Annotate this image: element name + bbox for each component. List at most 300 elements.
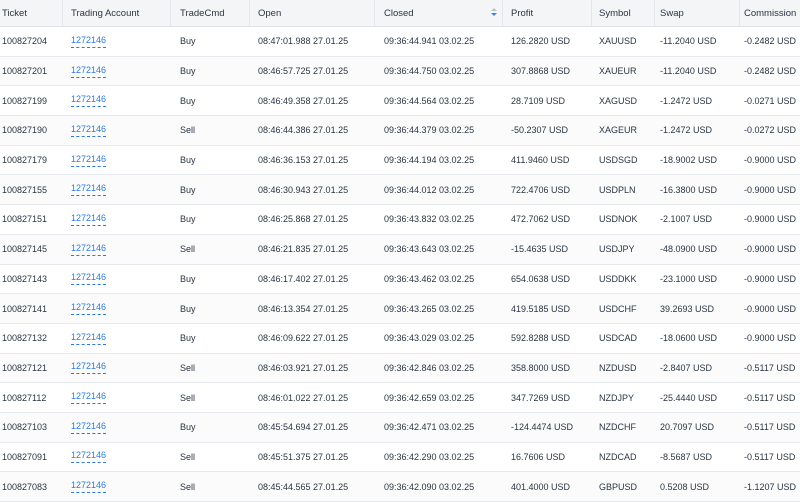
trading-account-link[interactable]: 1272146 — [71, 302, 106, 315]
cell-symbol — [592, 57, 655, 86]
cell-trading-account — [63, 175, 171, 204]
cell-ticket — [0, 205, 63, 234]
trading-account-link[interactable]: 1272146 — [71, 480, 106, 493]
cell-symbol-value: NZDJPY — [599, 392, 635, 403]
trading-account-link[interactable]: 1272146 — [71, 65, 106, 78]
cell-symbol-value: XAUUSD — [599, 36, 637, 47]
table-row[interactable] — [0, 472, 800, 502]
cell-commission-value: -0.2482 USD — [744, 36, 797, 47]
column-header-label: TradeCmd — [180, 7, 225, 19]
cell-swap — [655, 175, 740, 204]
cell-profit — [503, 265, 592, 294]
cell-symbol — [592, 324, 655, 353]
table-row[interactable] — [0, 383, 800, 413]
cell-profit-value: 126.2820 USD — [511, 36, 571, 47]
column-header-label: Profit — [511, 7, 534, 19]
column-header-profit[interactable] — [503, 0, 592, 26]
cell-commission — [740, 354, 800, 383]
cell-swap-value: -16.3800 USD — [660, 184, 718, 195]
cell-closed-value: 09:36:44.750 03.02.25 — [384, 66, 475, 77]
cell-tradecmd — [171, 383, 250, 412]
cell-symbol-value: USDCAD — [599, 333, 638, 344]
cell-profit — [503, 324, 592, 353]
table-row[interactable] — [0, 354, 800, 384]
cell-ticket-value: 100827151 — [2, 214, 48, 225]
cell-closed — [375, 146, 503, 175]
table-row[interactable] — [0, 175, 800, 205]
trading-account-link[interactable]: 1272146 — [71, 361, 106, 374]
cell-open — [250, 146, 375, 175]
cell-symbol — [592, 354, 655, 383]
cell-profit-value: 411.9460 USD — [511, 155, 570, 166]
cell-symbol-value: XAGEUR — [599, 125, 638, 136]
cell-tradecmd-value: Buy — [180, 36, 196, 47]
cell-symbol-value: GBPUSD — [599, 481, 638, 492]
cell-symbol-value: USDDKK — [599, 273, 637, 284]
cell-tradecmd-value: Sell — [180, 125, 196, 136]
cell-open-value: 08:46:49.358 27.01.25 — [258, 95, 349, 106]
cell-commission — [740, 235, 800, 264]
cell-ticket — [0, 443, 63, 472]
cell-commission-value: -0.9000 USD — [744, 214, 797, 225]
cell-commission-value: -0.5117 USD — [744, 422, 796, 433]
cell-open-value: 08:46:36.153 27.01.25 — [258, 155, 349, 166]
cell-profit — [503, 116, 592, 145]
cell-swap — [655, 324, 740, 353]
column-header-swap[interactable] — [655, 0, 740, 26]
trading-account-link[interactable]: 1272146 — [71, 450, 106, 463]
cell-closed — [375, 57, 503, 86]
cell-commission — [740, 265, 800, 294]
cell-symbol — [592, 146, 655, 175]
cell-symbol — [592, 116, 655, 145]
table-row[interactable] — [0, 235, 800, 265]
cell-open — [250, 175, 375, 204]
cell-symbol-value: USDNOK — [599, 214, 638, 225]
cell-ticket-value: 100827132 — [2, 333, 48, 344]
cell-symbol — [592, 472, 655, 501]
cell-commission — [740, 472, 800, 501]
cell-profit — [503, 413, 592, 442]
cell-closed-value: 09:36:42.290 03.02.25 — [384, 451, 475, 462]
cell-profit-value: 347.7269 USD — [511, 392, 571, 403]
cell-profit — [503, 383, 592, 412]
cell-profit — [503, 443, 592, 472]
cell-tradecmd — [171, 354, 250, 383]
cell-commission — [740, 27, 800, 56]
trading-account-link[interactable]: 1272146 — [71, 35, 106, 48]
cell-profit — [503, 205, 592, 234]
column-header-trading-account[interactable] — [63, 0, 171, 26]
cell-ticket-value: 100827141 — [2, 303, 48, 314]
cell-trading-account — [63, 354, 171, 383]
cell-open-value: 08:46:21.835 27.01.25 — [258, 244, 349, 255]
cell-swap-value: 0.5208 USD — [660, 481, 710, 492]
cell-ticket-value: 100827103 — [2, 422, 48, 433]
cell-closed-value: 09:36:42.471 03.02.25 — [384, 422, 475, 433]
cell-profit-value: 16.7606 USD — [511, 451, 566, 462]
cell-open-value: 08:46:03.921 27.01.25 — [258, 362, 349, 373]
cell-ticket — [0, 116, 63, 145]
cell-swap-value: -25.4440 USD — [660, 392, 718, 403]
cell-closed-value: 09:36:43.265 03.02.25 — [384, 303, 475, 314]
table-row[interactable] — [0, 443, 800, 473]
cell-tradecmd-value: Sell — [180, 362, 196, 373]
table-row[interactable] — [0, 146, 800, 176]
cell-open-value: 08:47:01.988 27.01.25 — [258, 36, 349, 47]
cell-ticket — [0, 27, 63, 56]
column-header-label: Commission — [744, 7, 797, 19]
table-row[interactable] — [0, 265, 800, 295]
cell-profit-value: -15.4635 USD — [511, 244, 569, 255]
trading-account-link[interactable]: 1272146 — [71, 94, 106, 107]
cell-commission-value: -0.9000 USD — [744, 184, 797, 195]
cell-commission — [740, 383, 800, 412]
cell-swap — [655, 235, 740, 264]
cell-closed-value: 09:36:43.643 03.02.25 — [384, 244, 475, 255]
cell-tradecmd-value: Buy — [180, 422, 196, 433]
trading-account-link[interactable]: 1272146 — [71, 183, 106, 196]
cell-closed — [375, 383, 503, 412]
cell-symbol-value: NZDCHF — [599, 422, 636, 433]
cell-closed — [375, 86, 503, 115]
cell-closed-value: 09:36:42.846 03.02.25 — [384, 362, 475, 373]
column-header-label: Trading Account — [71, 7, 140, 19]
cell-open-value: 08:46:13.354 27.01.25 — [258, 303, 349, 314]
cell-swap — [655, 413, 740, 442]
cell-ticket-value: 100827199 — [2, 95, 48, 106]
table-row[interactable] — [0, 27, 800, 57]
cell-profit — [503, 175, 592, 204]
cell-trading-account — [63, 472, 171, 501]
cell-profit — [503, 57, 592, 86]
trading-account-link[interactable]: 1272146 — [71, 272, 106, 285]
cell-tradecmd — [171, 324, 250, 353]
cell-profit — [503, 472, 592, 501]
table-body — [0, 27, 800, 502]
cell-profit-value: -50.2307 USD — [511, 125, 569, 136]
cell-ticket-value: 100827083 — [2, 481, 48, 492]
cell-ticket-value: 100827179 — [2, 155, 48, 166]
cell-swap — [655, 27, 740, 56]
cell-open — [250, 413, 375, 442]
cell-ticket-value: 100827190 — [2, 125, 48, 136]
cell-open-value: 08:46:25.868 27.01.25 — [258, 214, 349, 225]
column-header-ticket[interactable] — [0, 0, 63, 26]
table-row[interactable] — [0, 86, 800, 116]
cell-tradecmd — [171, 27, 250, 56]
cell-symbol — [592, 413, 655, 442]
cell-swap-value: -2.8407 USD — [660, 362, 713, 373]
cell-swap-value: 20.7097 USD — [660, 422, 715, 433]
cell-trading-account — [63, 443, 171, 472]
cell-open — [250, 116, 375, 145]
cell-swap-value: -48.0900 USD — [660, 244, 718, 255]
cell-tradecmd — [171, 265, 250, 294]
cell-swap-value: -8.5687 USD — [660, 451, 713, 462]
cell-commission-value: -0.5117 USD — [744, 362, 796, 373]
cell-closed — [375, 324, 503, 353]
cell-swap — [655, 472, 740, 501]
cell-open-value: 08:46:01.022 27.01.25 — [258, 392, 349, 403]
table-row[interactable] — [0, 116, 800, 146]
table-row[interactable] — [0, 205, 800, 235]
cell-commission — [740, 57, 800, 86]
cell-swap — [655, 383, 740, 412]
cell-closed — [375, 116, 503, 145]
cell-ticket — [0, 235, 63, 264]
cell-tradecmd — [171, 116, 250, 145]
table-header-row — [0, 0, 800, 27]
column-header-tradecmd[interactable] — [171, 0, 250, 26]
cell-profit — [503, 294, 592, 323]
cell-open-value: 08:45:51.375 27.01.25 — [258, 451, 349, 462]
cell-ticket — [0, 265, 63, 294]
cell-swap — [655, 294, 740, 323]
cell-tradecmd-value: Sell — [180, 451, 196, 462]
cell-swap — [655, 57, 740, 86]
cell-ticket-value: 100827112 — [2, 392, 47, 403]
cell-closed-value: 09:36:44.194 03.02.25 — [384, 155, 475, 166]
cell-closed-value: 09:36:44.379 03.02.25 — [384, 125, 475, 136]
cell-commission — [740, 324, 800, 353]
column-header-label: Closed — [384, 7, 414, 19]
cell-symbol — [592, 175, 655, 204]
cell-open — [250, 294, 375, 323]
table-row[interactable] — [0, 324, 800, 354]
cell-tradecmd-value: Buy — [180, 95, 196, 106]
cell-symbol — [592, 235, 655, 264]
cell-open-value: 08:45:54.694 27.01.25 — [258, 422, 349, 433]
cell-symbol-value: USDJPY — [599, 244, 635, 255]
cell-profit-value: -124.4474 USD — [511, 422, 574, 433]
cell-profit-value: 28.7109 USD — [511, 95, 566, 106]
cell-symbol-value: USDPLN — [599, 184, 636, 195]
cell-symbol — [592, 294, 655, 323]
cell-trading-account — [63, 146, 171, 175]
cell-ticket-value: 100827201 — [2, 66, 48, 77]
cell-symbol-value: USDSGD — [599, 155, 638, 166]
cell-tradecmd-value: Buy — [180, 273, 196, 284]
cell-closed — [375, 443, 503, 472]
cell-ticket — [0, 175, 63, 204]
cell-commission-value: -0.5117 USD — [744, 451, 796, 462]
cell-swap-value: -1.2472 USD — [660, 95, 713, 106]
cell-open — [250, 86, 375, 115]
cell-closed — [375, 413, 503, 442]
cell-open-value: 08:46:17.402 27.01.25 — [258, 273, 349, 284]
cell-symbol-value: XAUEUR — [599, 66, 637, 77]
cell-profit-value: 472.7062 USD — [511, 214, 571, 225]
cell-commission-value: -0.9000 USD — [744, 155, 797, 166]
cell-commission — [740, 443, 800, 472]
cell-tradecmd — [171, 86, 250, 115]
cell-tradecmd-value: Buy — [180, 66, 196, 77]
cell-closed — [375, 27, 503, 56]
cell-open — [250, 443, 375, 472]
cell-commission — [740, 413, 800, 442]
cell-closed-value: 09:36:44.564 03.02.25 — [384, 95, 475, 106]
cell-ticket-value: 100827204 — [2, 36, 48, 47]
cell-commission — [740, 294, 800, 323]
cell-commission-value: -0.9000 USD — [744, 244, 797, 255]
table-row[interactable] — [0, 294, 800, 324]
cell-tradecmd — [171, 57, 250, 86]
cell-commission-value: -0.5117 USD — [744, 392, 796, 403]
cell-ticket — [0, 472, 63, 501]
cell-open-value: 08:46:09.622 27.01.25 — [258, 333, 349, 344]
cell-tradecmd-value: Buy — [180, 184, 196, 195]
cell-trading-account — [63, 116, 171, 145]
cell-commission — [740, 86, 800, 115]
cell-ticket — [0, 354, 63, 383]
cell-tradecmd — [171, 294, 250, 323]
cell-swap — [655, 205, 740, 234]
cell-closed — [375, 472, 503, 501]
cell-symbol — [592, 86, 655, 115]
cell-commission — [740, 205, 800, 234]
cell-tradecmd — [171, 175, 250, 204]
cell-commission — [740, 175, 800, 204]
cell-closed-value: 09:36:44.941 03.02.25 — [384, 36, 475, 47]
cell-swap-value: -18.0600 USD — [660, 333, 718, 344]
cell-closed-value: 09:36:42.659 03.02.25 — [384, 392, 475, 403]
cell-commission-value: -0.9000 USD — [744, 303, 797, 314]
cell-symbol-value: USDCHF — [599, 303, 637, 314]
cell-profit-value: 307.8868 USD — [511, 66, 571, 77]
cell-ticket — [0, 324, 63, 353]
cell-closed — [375, 235, 503, 264]
cell-profit — [503, 146, 592, 175]
cell-profit — [503, 235, 592, 264]
column-header-label: Ticket — [2, 7, 27, 19]
cell-profit — [503, 86, 592, 115]
cell-profit-value: 358.8000 USD — [511, 362, 571, 373]
cell-trading-account — [63, 27, 171, 56]
cell-commission-value: -0.2482 USD — [744, 66, 797, 77]
column-header-open[interactable] — [250, 0, 375, 26]
cell-swap — [655, 354, 740, 383]
cell-commission — [740, 146, 800, 175]
cell-ticket — [0, 146, 63, 175]
cell-tradecmd — [171, 413, 250, 442]
cell-closed — [375, 294, 503, 323]
cell-commission-value: -0.9000 USD — [744, 273, 797, 284]
column-header-label: Open — [258, 7, 282, 19]
column-header-closed[interactable] — [375, 0, 503, 26]
cell-open — [250, 57, 375, 86]
cell-symbol — [592, 265, 655, 294]
sort-desc-icon[interactable] — [491, 8, 497, 18]
cell-tradecmd — [171, 205, 250, 234]
cell-open — [250, 265, 375, 294]
cell-swap — [655, 116, 740, 145]
cell-ticket — [0, 383, 63, 412]
cell-trading-account — [63, 86, 171, 115]
cell-tradecmd — [171, 443, 250, 472]
cell-open — [250, 354, 375, 383]
cell-open — [250, 472, 375, 501]
cell-ticket-value: 100827145 — [2, 244, 48, 255]
cell-ticket-value: 100827155 — [2, 184, 48, 195]
cell-swap-value: -1.2472 USD — [660, 125, 713, 136]
cell-swap-value: -23.1000 USD — [660, 273, 718, 284]
cell-profit-value: 722.4706 USD — [511, 184, 571, 195]
cell-tradecmd-value: Buy — [180, 303, 196, 314]
column-header-symbol[interactable] — [592, 0, 655, 26]
cell-open — [250, 27, 375, 56]
cell-commission-value: -1.1207 USD — [744, 481, 797, 492]
cell-profit-value: 654.0638 USD — [511, 273, 571, 284]
cell-trading-account — [63, 265, 171, 294]
trading-account-link[interactable]: 1272146 — [71, 154, 106, 167]
cell-ticket — [0, 294, 63, 323]
cell-tradecmd-value: Sell — [180, 481, 196, 492]
cell-tradecmd-value: Sell — [180, 244, 196, 255]
cell-profit-value: 401.4000 USD — [511, 481, 571, 492]
cell-ticket — [0, 86, 63, 115]
trading-account-link[interactable]: 1272146 — [71, 421, 106, 434]
cell-commission — [740, 116, 800, 145]
cell-symbol — [592, 205, 655, 234]
cell-tradecmd — [171, 235, 250, 264]
cell-trading-account — [63, 413, 171, 442]
cell-swap — [655, 86, 740, 115]
cell-tradecmd-value: Sell — [180, 392, 196, 403]
cell-commission-value: -0.0271 USD — [744, 95, 797, 106]
cell-ticket-value: 100827121 — [2, 362, 48, 373]
cell-open — [250, 383, 375, 412]
column-header-commission[interactable] — [740, 0, 800, 26]
cell-symbol-value: NZDCAD — [599, 451, 637, 462]
cell-symbol-value: NZDUSD — [599, 362, 637, 373]
cell-open — [250, 205, 375, 234]
cell-closed-value: 09:36:43.462 03.02.25 — [384, 273, 475, 284]
cell-open-value: 08:46:44.386 27.01.25 — [258, 125, 349, 136]
cell-symbol — [592, 443, 655, 472]
cell-profit — [503, 354, 592, 383]
cell-closed — [375, 265, 503, 294]
cell-ticket — [0, 413, 63, 442]
trading-account-link[interactable]: 1272146 — [71, 243, 106, 256]
cell-trading-account — [63, 383, 171, 412]
trading-account-link[interactable]: 1272146 — [71, 124, 106, 137]
cell-tradecmd — [171, 146, 250, 175]
cell-open — [250, 235, 375, 264]
cell-trading-account — [63, 235, 171, 264]
cell-symbol — [592, 27, 655, 56]
cell-swap — [655, 146, 740, 175]
cell-commission-value: -0.9000 USD — [744, 333, 797, 344]
table-row[interactable] — [0, 413, 800, 443]
cell-trading-account — [63, 57, 171, 86]
cell-closed-value: 09:36:42.090 03.02.25 — [384, 481, 475, 492]
cell-ticket-value: 100827143 — [2, 273, 48, 284]
cell-ticket-value: 100827091 — [2, 451, 48, 462]
table-row[interactable] — [0, 57, 800, 87]
cell-tradecmd-value: Buy — [180, 155, 196, 166]
cell-closed — [375, 175, 503, 204]
cell-tradecmd-value: Buy — [180, 333, 196, 344]
trading-account-link[interactable]: 1272146 — [71, 391, 106, 404]
cell-swap-value: -11.2040 USD — [660, 66, 717, 77]
trading-account-link[interactable]: 1272146 — [71, 213, 106, 226]
cell-trading-account — [63, 294, 171, 323]
cell-closed-value: 09:36:43.832 03.02.25 — [384, 214, 475, 225]
cell-swap-value: 39.2693 USD — [660, 303, 715, 314]
cell-closed — [375, 205, 503, 234]
trading-account-link[interactable]: 1272146 — [71, 332, 106, 345]
